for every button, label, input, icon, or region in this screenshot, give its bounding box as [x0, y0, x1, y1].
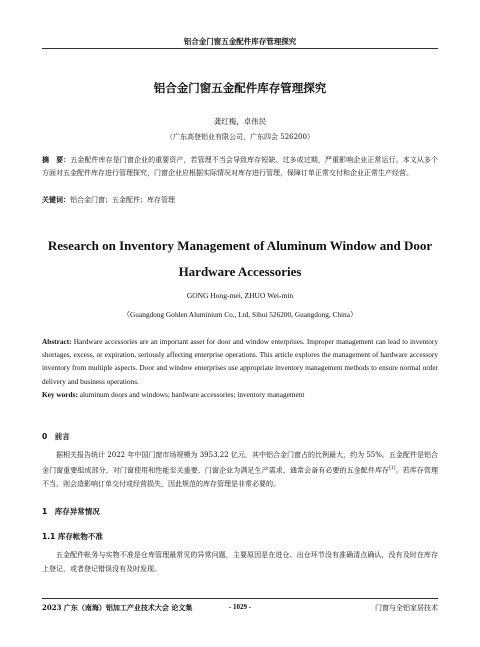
title-en-line2: Hardware Accessories	[178, 264, 302, 279]
section-1-1-body: 五金配件帐务与实物不准是仓库管理最常见的异常问题，主要原因是在进仓、出仓环节没有准确清点确认，没有及时在库存上登记，或者登记错误没有及时发现。	[42, 551, 438, 573]
keywords-cn-text: 铝合金门窗；五金配件；库存管理	[70, 196, 175, 204]
title-en	[0, 233, 480, 285]
section-0-heading: 0 前言	[42, 432, 70, 441]
keywords-en-label: Key words:	[42, 390, 78, 399]
keywords-en	[42, 388, 438, 401]
abstract-cn-text: 五金配件库存是门窗企业的重要资产，若管理不当会导致库存短缺、过多或过期，严重影响企业正常运行。本文从多个方面对五金配件库存进行管理探究，门窗企业应根据实际情况对库存进行管理，保障订单正常交付和企业正常生产经营。	[42, 156, 439, 177]
abstract-en-label: Abstract:	[42, 337, 72, 346]
citation-ref[interactable]: [1]	[389, 466, 396, 471]
abstract-en	[42, 335, 438, 388]
title-en-line1: Research on Inventory Management of Aluminum Window and Door	[47, 238, 433, 253]
section-0-body	[42, 448, 438, 491]
running-header: 铝合金门窗五金配件库存管理探究	[183, 37, 297, 46]
abstract-cn-label: 摘 要：	[42, 155, 71, 164]
keywords-cn	[42, 193, 438, 207]
footer-proceedings: 2023 广东（南海）铝加工产业技术大会 论文集	[42, 603, 193, 612]
section-0-text-a: 据相关报告统计 2022 年中国门窗市场规模为 3953.22 亿元，其中铝合金门窗占的比例最大，约为 55%。五金配件是铝合金门窗重要组成部分，对门窗使用和性能至关重要，门窗企业为满足生产需求，通常会备有必要的五金配件库存	[42, 451, 438, 475]
title-cn: 铝合金门窗五金配件库存管理探究	[153, 81, 327, 95]
authors-cn: 龚红梅，卓伟民	[213, 117, 267, 126]
section-1-heading: 1 库存异常情况	[42, 507, 100, 516]
keywords-cn-label: 关键词：	[42, 195, 70, 204]
abstract-cn	[42, 153, 438, 180]
page-number: - 1029 -	[228, 603, 252, 611]
abstract-en-text: Hardware accessories are an important asset for door and window enterprises. Improper management can lead to inventory shortages, excess, or expiration, seriously affecting enterprise operations. This article explores the management of hardware accessory inventory from multiple aspects. Door and window enterprises use appropriate inventory management methods to ensure normal order delivery and business operations.	[42, 337, 438, 386]
authors-en: GONG Hong-mei, ZHUO Wei-min	[186, 291, 294, 300]
keywords-en-text: aluminum doors and windows; hardware accessories; inventory management	[77, 390, 305, 399]
affiliation-en: （Guangdong Golden Aluminium Co., Ltd, Sihui 526200, Guangdong, China）	[122, 310, 358, 319]
affiliation-cn: （广东高登铝业有限公司，广东四会 526200）	[166, 133, 314, 141]
header-rule	[42, 48, 438, 49]
footer-section: 门窗与全铝家居技术	[375, 604, 438, 612]
section-0-text-b: 。若库存管理不当，则会造影响订单交付或经营损失，因此规范的库存管理是非常必要的。	[42, 466, 439, 489]
section-1-1-heading: 1.1 库存帐物不准	[42, 532, 103, 541]
footer-rule	[42, 598, 438, 599]
